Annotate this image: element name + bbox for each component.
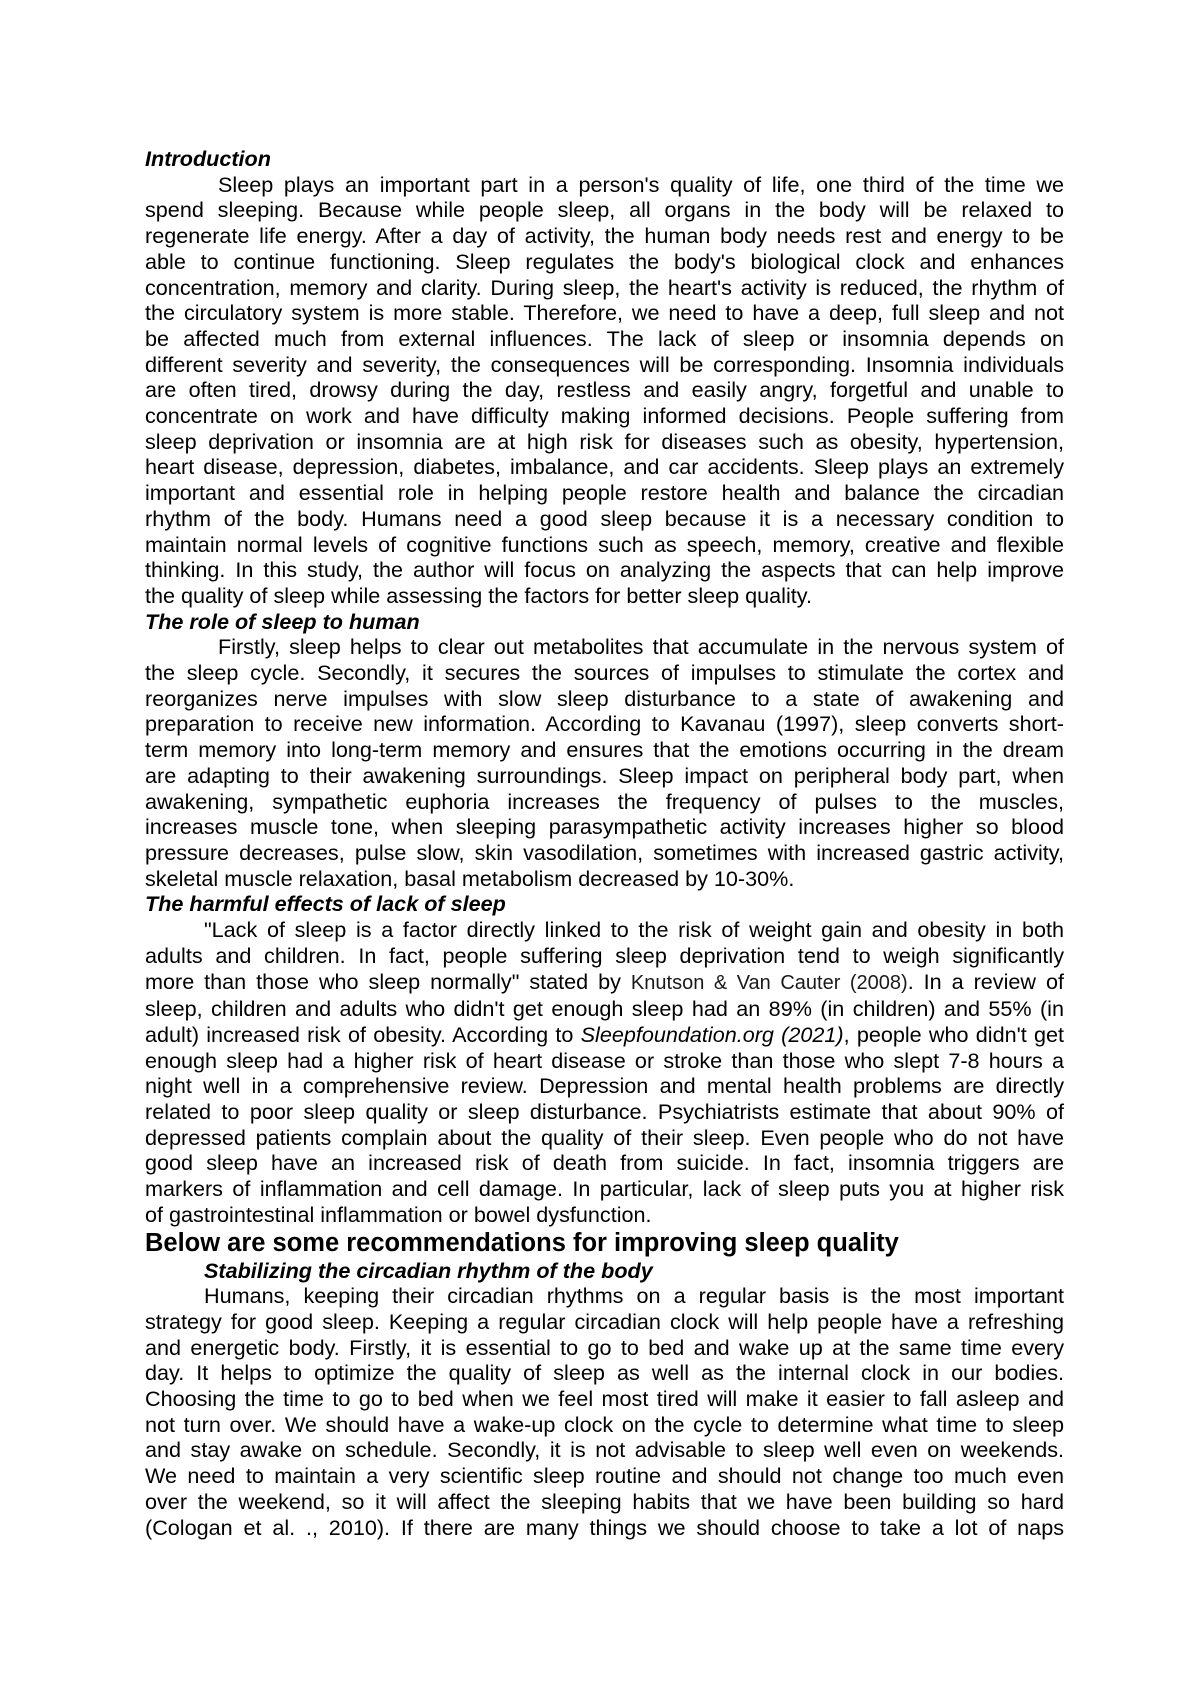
text-line: pressure decreases, pulse slow, skin vasodilation, sometimes with increased gastric activity, xyxy=(145,839,1064,865)
text-line: concentration, memory and clarity. During sleep, the heart's activity is reduced, the rhythm of xyxy=(145,274,1064,300)
text-line: strategy for good sleep. Keeping a regular circadian clock will help people have a refreshing xyxy=(145,1308,1064,1334)
text-segment: adult) increased risk of obesity. According to xyxy=(145,1021,581,1047)
text-line: sleep, children and adults who didn't get enough sleep had an 89% (in children) and 55% (in xyxy=(145,996,1064,1022)
text-line: Firstly, sleep helps to clear out metabolites that accumulate in the nervous system of xyxy=(218,634,1064,660)
text-line: over the weekend, so it will affect the sleeping habits that we have been building so hard xyxy=(145,1488,1064,1514)
text-line: depressed patients complain about the quality of their sleep. Even people who do not have xyxy=(145,1124,1064,1150)
text-line: and stay awake on schedule. Secondly, it is not advisable to sleep well even on weekends. xyxy=(145,1437,1064,1463)
text-line: sleep deprivation or insomnia are at high risk for diseases such as obesity, hypertension, xyxy=(145,428,1064,454)
text-line: related to poor sleep quality or sleep disturbance. Psychiatrists estimate that about 90% of xyxy=(145,1099,1064,1125)
citation-text: Knutson & Van Cauter (2008) xyxy=(630,971,908,994)
text-line: adults and children. In fact, people suffering sleep deprivation tend to weigh significantly xyxy=(145,942,1064,968)
text-line: are often tired, drowsy during the day, restless and easily angry, forgetful and unable to xyxy=(145,377,1064,403)
role-of-sleep-paragraph xyxy=(145,634,1064,891)
text-line: the sleep cycle. Secondly, it secures the sources of impulses to stimulate the cortex and xyxy=(145,660,1064,686)
source-reference: Sleepfoundation.org (2021) xyxy=(580,1021,844,1047)
text-line: Humans, keeping their circadian rhythms on a regular basis is the most important xyxy=(204,1283,1064,1309)
text-line: term memory into long-term memory and ensures that the emotions occurring in the dream xyxy=(145,737,1064,763)
text-line: the quality of sleep while assessing the factors for better sleep quality. xyxy=(145,582,812,608)
text-line: reorganizes nerve impulses with slow sleep disturbance to a state of awakening and xyxy=(145,685,1064,711)
harmful-effects-paragraph xyxy=(145,917,1064,1227)
text-line xyxy=(145,969,1064,997)
text-line: not turn over. We should have a wake-up clock on the cycle to determine what time to sleep xyxy=(145,1411,1064,1437)
text-segment: more than those who sleep normally" stated by xyxy=(145,968,631,994)
text-line: markers of inflammation and cell damage. In particular, lack of sleep puts you at higher risk xyxy=(145,1176,1064,1202)
text-line: spend sleeping. Because while people sleep, all organs in the body will be relaxed to xyxy=(145,197,1064,223)
text-segment: . In a review of xyxy=(907,968,1064,994)
text-line: enough sleep had a higher risk of heart disease or stroke than those who slept 7-8 hours a xyxy=(145,1047,1064,1073)
text-line: the circulatory system is more stable. Therefore, we need to have a deep, full sleep and not xyxy=(145,300,1064,326)
text-line: regenerate life energy. After a day of activity, the human body needs rest and energy to be xyxy=(145,223,1064,249)
text-line: maintain normal levels of cognitive functions such as speech, memory, creative and flexible xyxy=(145,531,1064,557)
text-line: heart disease, depression, diabetes, imbalance, and car accidents. Sleep plays an extremely xyxy=(145,454,1064,480)
text-line: skeletal muscle relaxation, basal metabolism decreased by 10-30%. xyxy=(145,865,795,891)
recommendations-heading: Below are some recommendations for improving sleep quality xyxy=(145,1228,899,1257)
text-line xyxy=(145,1022,1064,1048)
text-line: Sleep plays an important part in a person's quality of life, one third of the time we xyxy=(218,171,1064,197)
text-line: day. It helps to optimize the quality of sleep as well as the internal clock in our bodies. xyxy=(145,1360,1064,1386)
circadian-rhythm-paragraph xyxy=(145,1283,1064,1540)
text-line: awakening, sympathetic euphoria increases the frequency of pulses to the muscles, xyxy=(145,788,1064,814)
text-line: "Lack of sleep is a factor directly linked to the risk of weight gain and obesity in both xyxy=(204,917,1064,943)
text-line: able to continue functioning. Sleep regulates the body's biological clock and enhances xyxy=(145,248,1064,274)
role-of-sleep-heading: The role of sleep to human xyxy=(145,608,420,634)
text-line: rhythm of the body. Humans need a good sleep because it is a necessary condition to xyxy=(145,505,1064,531)
introduction-heading: Introduction xyxy=(145,146,271,171)
text-line: (Cologan et al. ., 2010). If there are many things we should choose to take a lot of naps xyxy=(145,1514,1064,1540)
text-line: be affected much from external influences. The lack of sleep or insomnia depends on xyxy=(145,325,1064,351)
circadian-rhythm-subheading: Stabilizing the circadian rhythm of the body xyxy=(204,1257,653,1283)
text-line: of gastrointestinal inflammation or bowel dysfunction. xyxy=(145,1201,652,1227)
harmful-effects-heading: The harmful effects of lack of sleep xyxy=(145,891,506,917)
text-segment: , people who didn't get xyxy=(843,1021,1064,1047)
text-line: and energetic body. Firstly, it is essential to go to bed and wake up at the same time every xyxy=(145,1334,1064,1360)
introduction-paragraph xyxy=(145,172,1064,609)
text-line: night well in a comprehensive review. Depression and mental health problems are directly xyxy=(145,1073,1064,1099)
text-line: different severity and severity, the consequences will be corresponding. Insomnia individuals xyxy=(145,351,1064,377)
text-line: We need to maintain a very scientific sleep routine and should not change too much even xyxy=(145,1463,1064,1489)
text-line: concentrate on work and have difficulty making informed decisions. People suffering from xyxy=(145,403,1064,429)
text-line: thinking. In this study, the author will focus on analyzing the aspects that can help improve xyxy=(145,557,1064,583)
text-line: are adapting to their awakening surroundings. Sleep impact on peripheral body part, when xyxy=(145,762,1064,788)
text-line: Choosing the time to go to bed when we feel most tired will make it easier to fall asleep and xyxy=(145,1386,1064,1412)
text-line: important and essential role in helping people restore health and balance the circadian xyxy=(145,480,1064,506)
text-line: preparation to receive new information. According to Kavanau (1997), sleep converts short- xyxy=(145,711,1064,737)
document-page xyxy=(145,146,1064,1540)
text-line: good sleep have an increased risk of death from suicide. In fact, insomnia triggers are xyxy=(145,1150,1064,1176)
text-line: increases muscle tone, when sleeping parasympathetic activity increases higher so blood xyxy=(145,814,1064,840)
